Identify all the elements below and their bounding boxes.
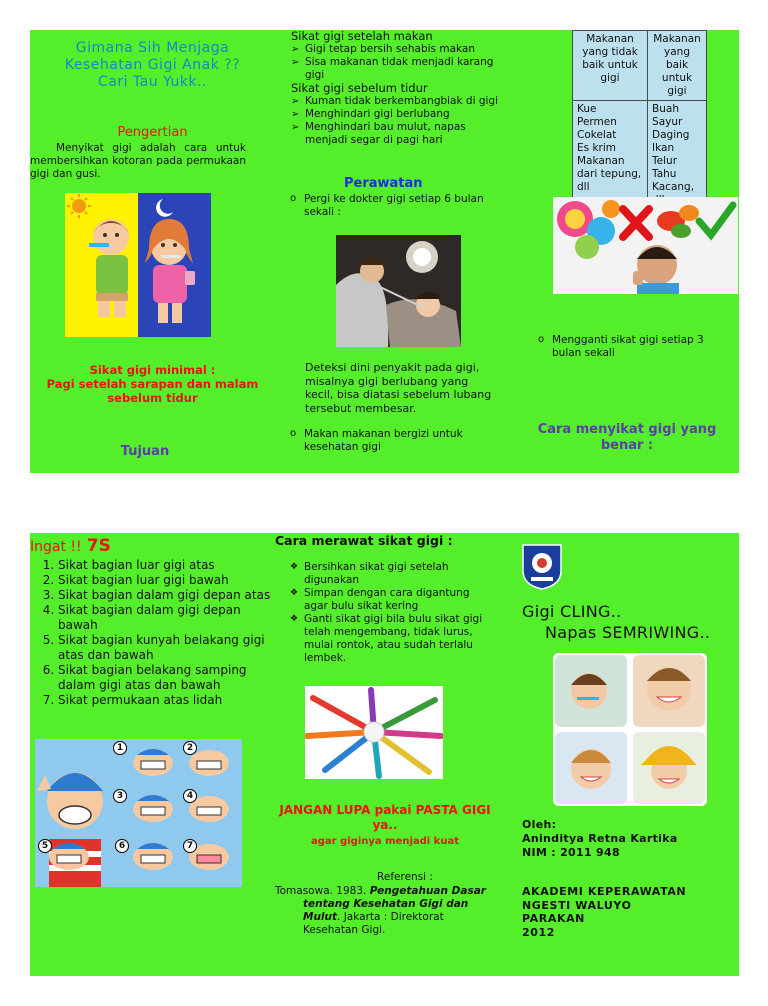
pengertian-text: Menyikat gigi adalah cara untuk membersihkan kotoran pada permukaan gigi dan gusi. [30, 142, 246, 180]
bad-foods-cell [573, 101, 648, 210]
list-item: ➢ Menghindari gigi berlubang [291, 108, 503, 121]
list-item: ❖ Bersihkan sikat gigi setelah digunakan [290, 561, 495, 587]
institution-info [522, 885, 686, 939]
brushing-steps-cartoon [35, 739, 242, 887]
food-item: Tahu [652, 168, 677, 180]
food-table [572, 30, 707, 210]
title-line-2: Kesehatan Gigi Anak ?? [64, 57, 241, 73]
slogan-line-2: Napas SEMRIWING.. [545, 623, 711, 642]
list-item: o Pergi ke dokter gigi setiap 6 bulan sekali : [288, 193, 488, 219]
author-name: Aninditya Retna Kartika [522, 832, 678, 845]
slogan [522, 601, 710, 643]
author-info [522, 818, 678, 860]
oleh-label: Oleh: [522, 818, 557, 831]
food-item: Makanan dari tepung, dll [577, 155, 642, 193]
referensi-entry [275, 885, 495, 937]
list-item: 3. Sikat bagian dalam gigi depan atas [58, 588, 278, 603]
list-item: 2. Sikat bagian luar gigi bawah [58, 573, 278, 588]
good-foods-cell [648, 101, 707, 210]
referensi-label: Referensi : [377, 871, 433, 883]
referensi [275, 871, 495, 937]
table-header-good: Makanan yang baik untuk gigi [648, 31, 707, 101]
list-item: ➢ Sisa makanan tidak menjadi karang gigi [291, 56, 503, 82]
cara-merawat-list [290, 561, 495, 665]
after-meal-heading: Sikat gigi setelah makan [291, 29, 433, 43]
food-item: Kue [577, 103, 597, 115]
referensi-publisher: . Jakarta : Direktorat Kesehatan Gigi. [303, 911, 444, 936]
sikat-minimal-line-2: Pagi setelah sarapan dan malam sebelum tidur [46, 377, 259, 405]
list-item: ❖ Ganti sikat gigi bila bulu sikat gigi telah mengembang, tidak lurus, mulai rontok, atau sudah terlalu lembek. [290, 613, 495, 665]
step-number-5: 5 [38, 839, 52, 853]
deteksi-text: Deteksi dini penyakit pada gigi, misalnya gigi berlubang yang kecil, bisa diatasi sebelum lubang tersebut membesar. [305, 361, 492, 415]
food-item: Cokelat [577, 129, 617, 141]
list-item: ➢ Menghindari bau mulut, napas menjadi segar di pagi hari [291, 121, 503, 147]
list-item: ❖ Simpan dengan cara digantung agar bulu sikat kering [290, 587, 495, 613]
step-number-3: 3 [113, 789, 127, 803]
institution-year: 2012 [522, 925, 556, 939]
ingat-heading [30, 536, 111, 556]
institution-line: PARAKAN [522, 912, 585, 925]
food-item: Buah [652, 103, 679, 115]
ingat-label: Ingat !! [30, 539, 82, 555]
food-item: Es krim [577, 142, 616, 154]
food-item: Kacang, [652, 181, 695, 193]
kids-brushing-illustration [65, 193, 211, 337]
referensi-author: Tomasowa. 1983. [275, 885, 367, 897]
slogan-line-1: Gigi CLING.. [522, 602, 622, 621]
agar-kuat-text: agar giginya menjadi kuat [311, 836, 459, 847]
brochure-inside-panel [30, 533, 739, 976]
list-item: 7. Sikat permukaan atas lidah [58, 693, 278, 708]
perawatan-heading: Perawatan [344, 176, 423, 191]
jangan-lupa [275, 803, 495, 848]
perawatan-list [288, 193, 488, 219]
jangan-lupa-text: JANGAN LUPA pakai PASTA GIGI ya.. [279, 803, 491, 832]
toothbrushes-photo [305, 686, 443, 779]
pengertian-heading: Pengertian [117, 125, 188, 140]
ganti-list [536, 334, 736, 360]
title-line-3: Cari Tau Yukk.. [97, 74, 208, 90]
makan-list [288, 428, 488, 454]
seven-steps-list [30, 558, 278, 708]
before-sleep-heading: Sikat gigi sebelum tidur [291, 81, 428, 95]
author-nim: NIM : 2011 948 [522, 846, 620, 859]
food-item: Ikan [652, 142, 675, 154]
middle-benefits [291, 30, 503, 147]
cara-menyikat-heading: Cara menyikat gigi yang benar : [537, 422, 717, 453]
list-item: o Makan makanan bergizi untuk kesehatan gigi [288, 428, 488, 454]
kids-smiling-collage [553, 653, 707, 806]
step-number-6: 6 [115, 839, 129, 853]
dentist-photo [336, 235, 461, 347]
list-item: 5. Sikat bagian kunyah belakang gigi atas dan bawah [58, 633, 278, 663]
institution-line: AKADEMI KEPERAWATAN [522, 885, 687, 898]
list-item: ➢ Gigi tetap bersih sehabis makan [291, 43, 503, 56]
institution-line: NGESTI WALUYO [522, 898, 632, 912]
list-item: 6. Sikat bagian belakang samping dalam gigi atas dan bawah [58, 663, 278, 693]
step-number-4: 4 [183, 789, 197, 803]
list-item: 4. Sikat bagian dalam gigi depan bawah [58, 603, 278, 633]
step-number-2: 2 [183, 741, 197, 755]
food-item: Daging [652, 129, 690, 141]
brochure-outside-panel [30, 30, 739, 473]
list-item: ➢ Kuman tidak berkembangbiak di gigi [291, 95, 503, 108]
list-item: o Mengganti sikat gigi setiap 3 bulan sekali [536, 334, 736, 360]
food-comparison-image [553, 197, 738, 294]
step-number-7: 7 [183, 839, 197, 853]
tujuan-heading: Tujuan [120, 444, 170, 459]
food-item: Permen [577, 116, 617, 128]
cara-merawat-heading: Cara merawat sikat gigi : [275, 533, 453, 548]
sikat-minimal [30, 363, 275, 405]
brochure-title [30, 40, 275, 91]
step-number-1: 1 [113, 741, 127, 755]
food-item: Sayur [652, 116, 683, 128]
ingat-number: 7S [86, 536, 111, 556]
table-row [573, 101, 707, 210]
list-item: 1. Sikat bagian luar gigi atas [58, 558, 278, 573]
title-line-1: Gimana Sih Menjaga [75, 40, 230, 56]
institution-logo [521, 543, 563, 591]
table-header-row [573, 31, 707, 101]
after-meal-list [291, 43, 503, 82]
before-sleep-list [291, 95, 503, 147]
sikat-minimal-line-1: Sikat gigi minimal : [89, 363, 216, 377]
referensi-title: Pengetahuan Dasar tentang Kesehatan Gigi dan Mulut [303, 885, 486, 923]
food-item: Telur [652, 155, 678, 167]
table-header-bad: Makanan yang tidak baik untuk gigi [573, 31, 648, 101]
